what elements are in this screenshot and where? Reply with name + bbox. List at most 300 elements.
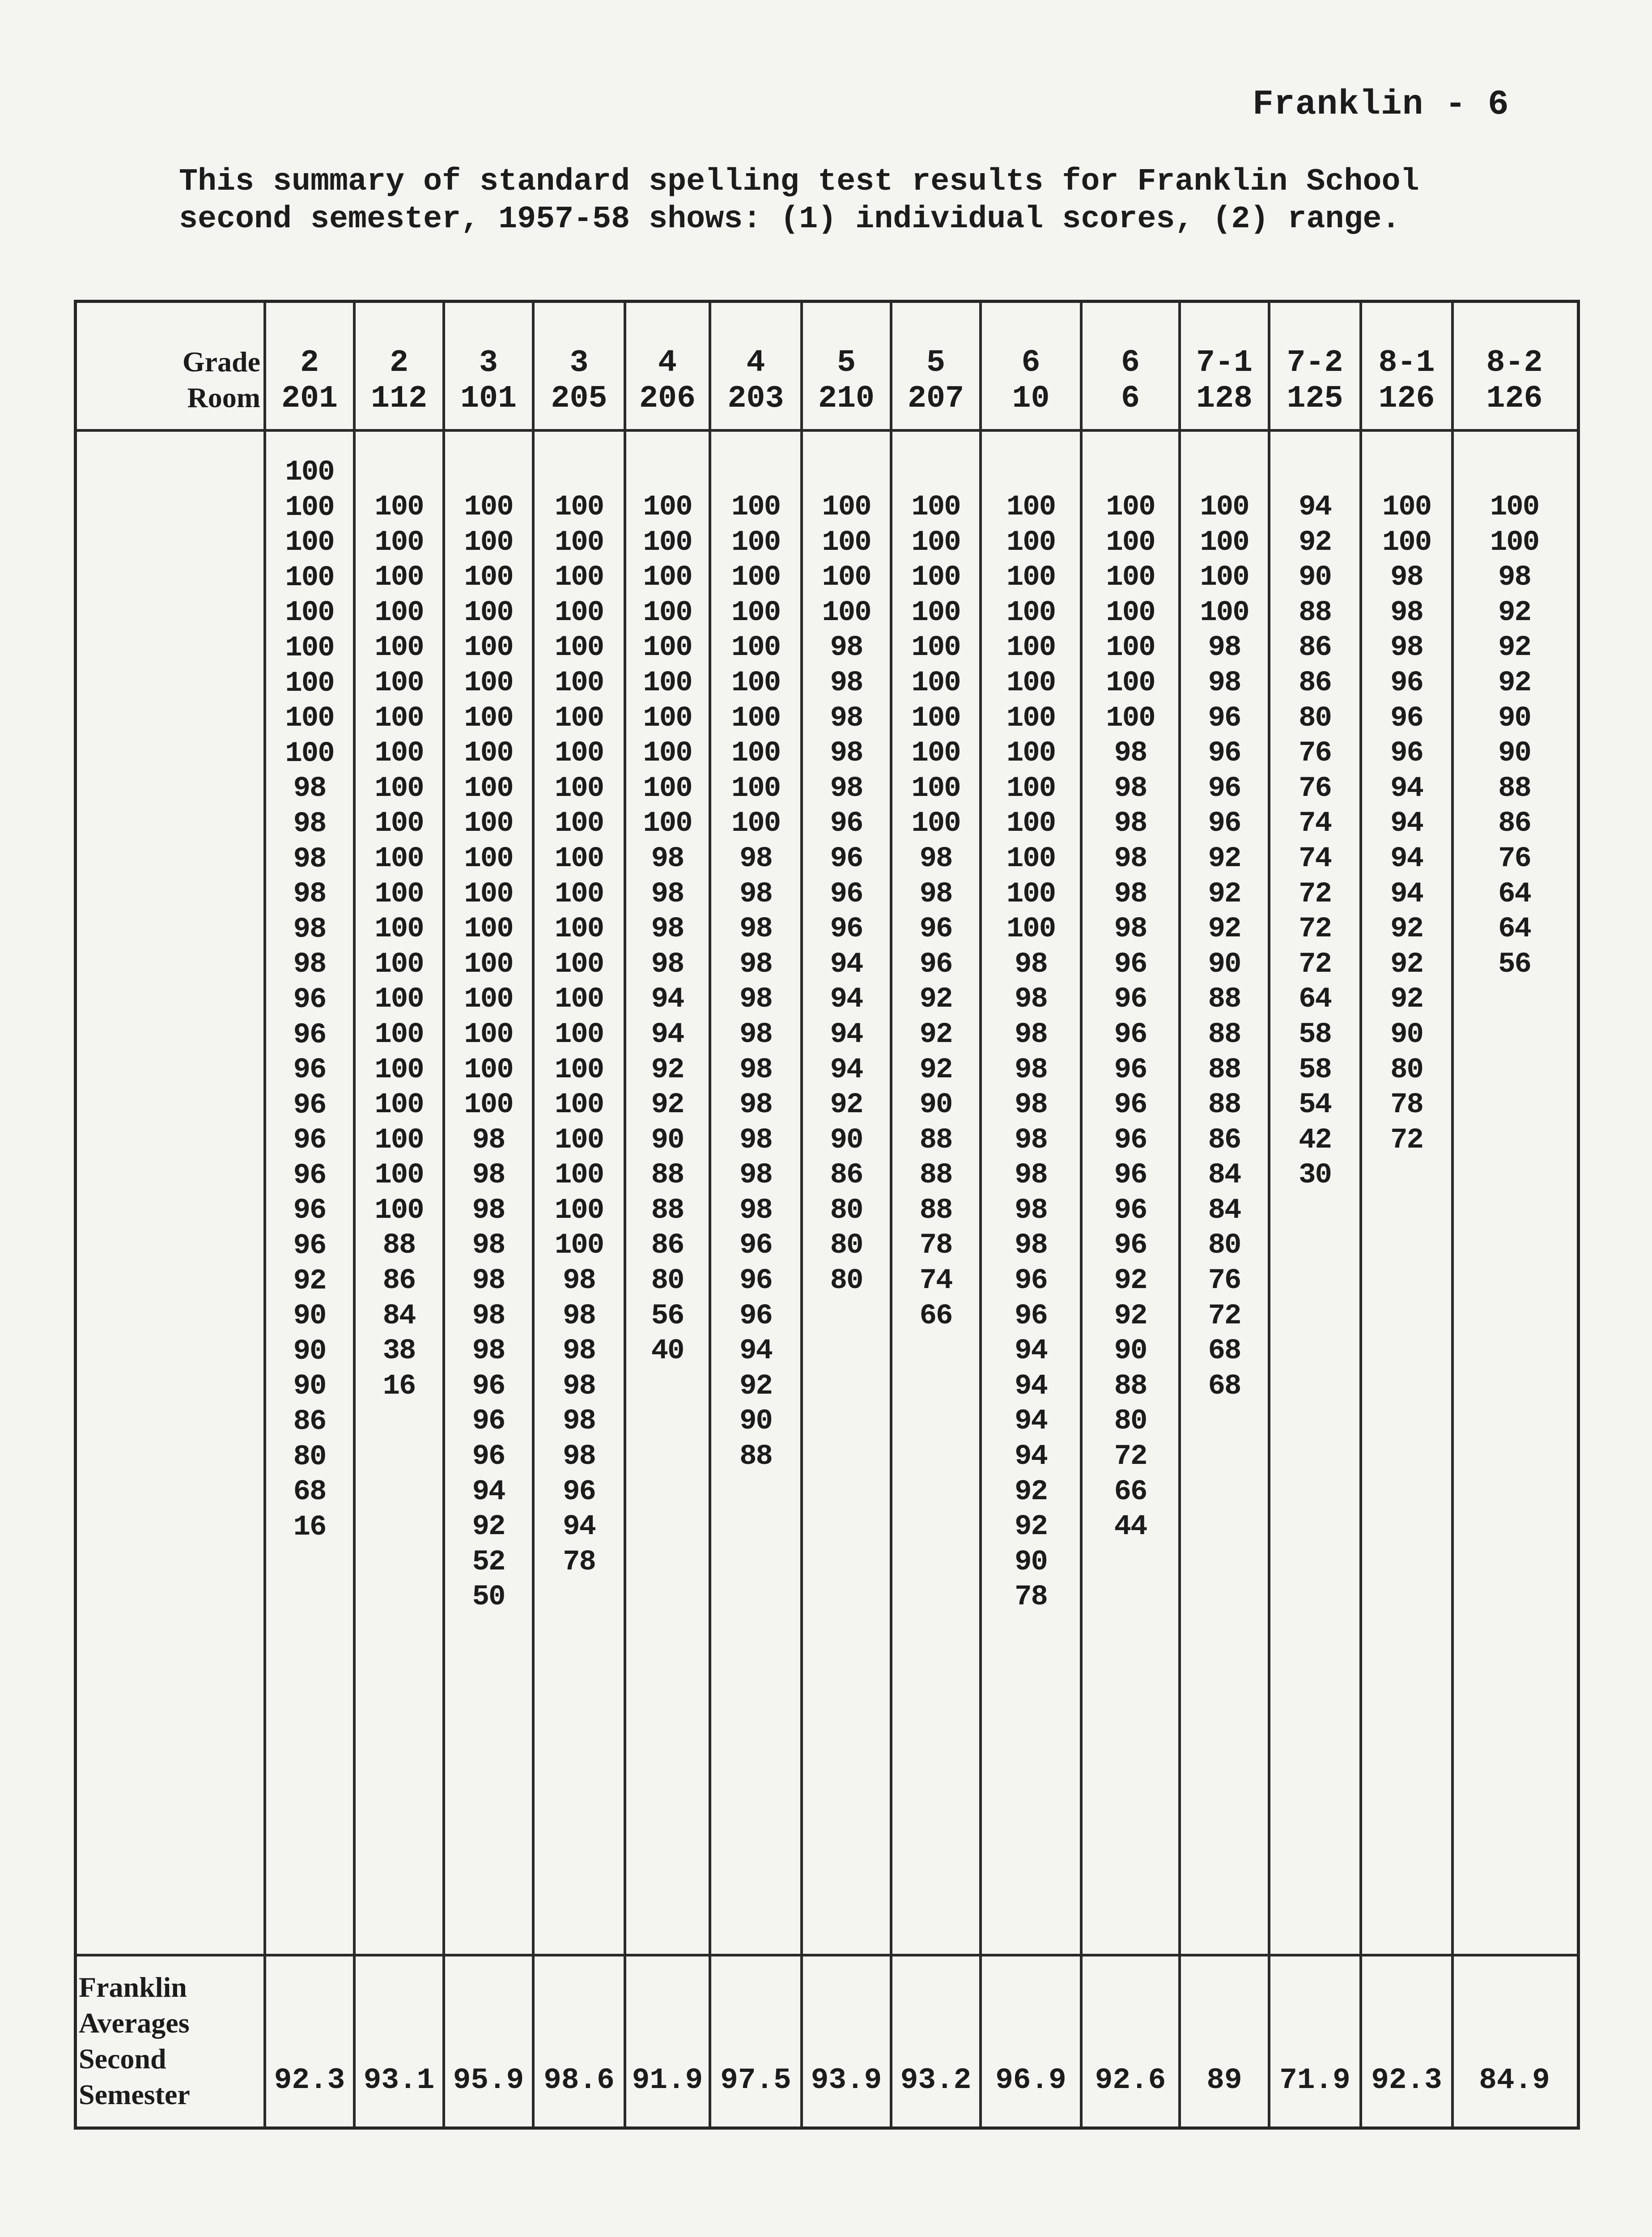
score-cell: 100 (285, 737, 334, 770)
score-cell: 94 (830, 948, 863, 981)
grade-value: 7-2 (1287, 345, 1343, 381)
score-cell: 100 (374, 526, 424, 559)
score-cell: 80 (293, 1441, 326, 1473)
score-cell: 98 (472, 1229, 505, 1262)
score-cell: 96 (1208, 702, 1241, 735)
score-cell: 100 (643, 667, 692, 699)
score-cell: 80 (1208, 1229, 1241, 1262)
score-cell: 90 (1114, 1335, 1147, 1368)
score-cell: 86 (1498, 808, 1531, 840)
score-cell: 88 (1208, 983, 1241, 1016)
score-column (1361, 490, 1452, 1158)
score-cell: 92 (1208, 842, 1241, 875)
score-cell: 100 (554, 1159, 604, 1192)
score-cell: 90 (830, 1124, 863, 1157)
room-value: 128 (1196, 381, 1253, 417)
score-cell: 90 (651, 1124, 684, 1157)
score-cell: 96 (830, 878, 863, 910)
score-cell: 98 (739, 1159, 772, 1192)
score-cell: 96 (919, 913, 952, 946)
score-cell: 98 (1114, 808, 1147, 840)
room-value: 126 (1486, 381, 1543, 417)
score-cell: 100 (1106, 526, 1155, 559)
score-cell: 96 (1114, 948, 1147, 981)
score-cell: 98 (1114, 842, 1147, 875)
score-cell: 98 (293, 808, 326, 840)
score-cell: 98 (1114, 737, 1147, 770)
score-cell: 100 (554, 842, 604, 875)
score-cell: 98 (1498, 561, 1531, 594)
score-cell: 100 (554, 1124, 604, 1157)
score-cell: 96 (1015, 1300, 1047, 1332)
score-cell: 100 (554, 878, 604, 910)
score-cell: 72 (1299, 948, 1331, 981)
score-cell: 100 (731, 702, 781, 735)
score-cell: 92 (472, 1511, 505, 1544)
score-cell: 94 (1015, 1370, 1047, 1403)
score-cell: 100 (285, 491, 334, 524)
score-cell: 98 (1015, 1054, 1047, 1086)
score-cell: 100 (1106, 491, 1155, 523)
score-cell: 94 (651, 983, 684, 1016)
score-cell: 100 (285, 561, 334, 594)
score-cell: 84 (1208, 1159, 1241, 1192)
score-cell: 100 (1106, 632, 1155, 664)
room-header-label: Room (187, 382, 260, 413)
score-cell: 100 (822, 596, 871, 629)
score-cell: 88 (1498, 772, 1531, 805)
score-cell: 100 (374, 737, 424, 770)
score-cell: 100 (374, 842, 424, 875)
score-cell: 98 (739, 983, 772, 1016)
score-cell: 100 (464, 1018, 513, 1051)
grade-header-label: Grade (182, 346, 260, 378)
score-cell: 100 (374, 702, 424, 735)
score-cell: 98 (919, 878, 952, 910)
score-cell: 76 (1299, 772, 1331, 805)
score-cell: 98 (739, 948, 772, 981)
score-cell: 100 (464, 526, 513, 559)
score-cell: 100 (1106, 702, 1155, 735)
score-cell: 96 (293, 1089, 326, 1122)
score-cell: 94 (651, 1018, 684, 1051)
score-cell: 96 (1114, 1159, 1147, 1192)
column-header (802, 345, 891, 417)
score-cell: 90 (1498, 702, 1531, 735)
score-column (444, 490, 533, 1615)
score-cell: 100 (822, 561, 871, 594)
score-cell: 90 (919, 1089, 952, 1122)
score-cell: 100 (464, 1054, 513, 1086)
score-cell: 100 (554, 737, 604, 770)
score-cell: 100 (464, 913, 513, 946)
score-cell: 88 (382, 1229, 416, 1262)
score-cell: 98 (830, 737, 863, 770)
intro-text (179, 163, 1521, 238)
score-cell: 78 (1390, 1089, 1423, 1122)
score-cell: 92 (1299, 526, 1331, 559)
score-cell: 98 (293, 913, 326, 946)
score-cell: 100 (1106, 667, 1155, 699)
score-cell: 80 (830, 1194, 863, 1227)
score-cell: 100 (464, 491, 513, 523)
score-cell: 78 (919, 1229, 952, 1262)
score-cell: 98 (293, 948, 326, 981)
score-cell: 98 (1390, 596, 1423, 629)
score-cell: 100 (464, 983, 513, 1016)
score-cell: 100 (731, 772, 781, 805)
score-cell: 80 (1114, 1405, 1147, 1438)
score-cell: 38 (382, 1335, 416, 1368)
grade-value: 5 (837, 345, 856, 381)
score-column (1269, 490, 1361, 1193)
score-cell: 88 (919, 1124, 952, 1157)
score-cell: 76 (1299, 737, 1331, 770)
score-cell: 88 (651, 1159, 684, 1192)
score-cell: 100 (554, 913, 604, 946)
score-cell: 100 (554, 1054, 604, 1086)
score-cell: 100 (554, 596, 604, 629)
score-cell: 94 (1015, 1441, 1047, 1473)
score-column (625, 490, 710, 1369)
score-cell: 98 (1015, 1194, 1047, 1227)
score-cell: 98 (1390, 561, 1423, 594)
score-cell: 98 (1114, 878, 1147, 910)
score-cell: 80 (1390, 1054, 1423, 1086)
score-cell: 92 (1498, 667, 1531, 699)
score-cell: 100 (554, 632, 604, 664)
score-cell: 94 (1390, 842, 1423, 875)
score-cell: 98 (293, 878, 326, 911)
score-cell: 98 (1015, 1124, 1047, 1157)
score-cell: 88 (739, 1441, 772, 1473)
score-cell: 100 (1006, 808, 1056, 840)
score-cell: 80 (1299, 702, 1331, 735)
score-cell: 96 (1114, 1194, 1147, 1227)
score-cell: 96 (472, 1370, 505, 1403)
score-cell: 96 (293, 983, 326, 1016)
score-cell: 96 (739, 1229, 772, 1262)
intro-line-2: second semester, 1957-58 shows: (1) individual scores, (2) range. (179, 202, 1401, 237)
score-cell: 100 (464, 808, 513, 840)
score-cell: 100 (731, 526, 781, 559)
score-cell: 98 (651, 948, 684, 981)
score-cell: 100 (554, 948, 604, 981)
score-cell: 100 (911, 772, 960, 805)
score-cell: 100 (1006, 913, 1056, 946)
score-cell: 86 (1299, 667, 1331, 699)
score-cell: 100 (731, 737, 781, 770)
score-cell: 96 (293, 1054, 326, 1087)
score-cell: 100 (643, 772, 692, 805)
score-cell: 74 (1299, 808, 1331, 840)
score-cell: 100 (911, 491, 960, 523)
score-cell: 94 (830, 1018, 863, 1051)
score-column (710, 490, 802, 1475)
score-cell: 100 (374, 1089, 424, 1122)
grade-value: 2 (300, 345, 319, 381)
score-cell: 100 (464, 561, 513, 594)
grade-value: 2 (389, 345, 408, 381)
score-cell: 100 (643, 596, 692, 629)
score-cell: 100 (643, 737, 692, 770)
score-column (265, 455, 354, 1545)
column-header (533, 345, 625, 417)
score-cell: 100 (554, 1194, 604, 1227)
score-cell: 88 (651, 1194, 684, 1227)
score-cell: 90 (1498, 737, 1531, 770)
score-column (1452, 490, 1576, 982)
score-cell: 96 (293, 1019, 326, 1051)
score-cell: 92 (1498, 632, 1531, 664)
score-cell: 92 (651, 1089, 684, 1122)
score-cell: 98 (1015, 948, 1047, 981)
score-cell: 96 (830, 808, 863, 840)
score-cell: 98 (651, 878, 684, 910)
average-value: 89 (1206, 2063, 1242, 2097)
header-divider (77, 429, 1577, 432)
average-value: 92.6 (1095, 2063, 1166, 2097)
column-header (710, 345, 802, 417)
score-cell: 100 (374, 878, 424, 910)
score-column (1081, 490, 1180, 1545)
score-cell: 96 (293, 1124, 326, 1157)
score-cell: 100 (731, 667, 781, 699)
score-cell: 100 (374, 1018, 424, 1051)
score-cell: 100 (1006, 772, 1056, 805)
score-cell: 56 (651, 1300, 684, 1332)
score-cell: 90 (1015, 1546, 1047, 1578)
room-value: 101 (460, 381, 517, 417)
room-value: 206 (639, 381, 696, 417)
score-cell: 100 (554, 772, 604, 805)
score-cell: 94 (739, 1335, 772, 1368)
score-cell: 100 (464, 596, 513, 629)
score-cell: 100 (374, 913, 424, 946)
score-cell: 100 (464, 878, 513, 910)
score-cell: 98 (1015, 983, 1047, 1016)
score-cell: 100 (1490, 491, 1539, 523)
score-cell: 80 (651, 1265, 684, 1297)
score-cell: 100 (374, 667, 424, 699)
score-cell: 100 (1006, 842, 1056, 875)
score-cell: 100 (731, 491, 781, 523)
score-cell: 96 (739, 1300, 772, 1332)
score-cell: 96 (1208, 737, 1241, 770)
score-cell: 98 (1114, 772, 1147, 805)
score-cell: 100 (464, 667, 513, 699)
averages-divider (77, 1954, 1577, 1956)
score-cell: 96 (472, 1441, 505, 1473)
score-cell: 100 (1006, 632, 1056, 664)
score-cell: 100 (285, 667, 334, 700)
score-cell: 94 (1015, 1405, 1047, 1438)
grade-value: 3 (569, 345, 589, 381)
score-cell: 100 (911, 702, 960, 735)
score-cell: 94 (1299, 491, 1331, 523)
score-cell: 90 (739, 1405, 772, 1438)
score-cell: 100 (554, 702, 604, 735)
score-cell: 58 (1299, 1054, 1331, 1086)
score-cell: 100 (285, 527, 334, 559)
score-cell: 98 (739, 1054, 772, 1086)
score-cell: 100 (643, 808, 692, 840)
score-cell: 100 (285, 597, 334, 629)
score-cell: 98 (739, 913, 772, 946)
grade-value: 5 (926, 345, 945, 381)
score-column (354, 490, 444, 1404)
score-cell: 96 (1114, 1124, 1147, 1157)
score-cell: 100 (1006, 526, 1056, 559)
column-header (1081, 345, 1180, 417)
score-cell: 80 (830, 1229, 863, 1262)
column-header (354, 345, 444, 417)
score-cell: 92 (651, 1054, 684, 1086)
score-cell: 92 (293, 1265, 326, 1297)
score-cell: 88 (1299, 596, 1331, 629)
score-cell: 96 (293, 1159, 326, 1192)
column-header (1180, 345, 1269, 417)
score-cell: 94 (830, 1054, 863, 1086)
score-cell: 92 (1114, 1300, 1147, 1332)
average-value: 91.9 (632, 2063, 703, 2097)
score-cell: 96 (1390, 737, 1423, 770)
score-cell: 94 (563, 1511, 595, 1544)
score-cell: 92 (1015, 1476, 1047, 1508)
score-cell: 100 (1006, 667, 1056, 699)
score-cell: 98 (472, 1335, 505, 1368)
score-cell: 100 (374, 1159, 424, 1192)
score-cell: 92 (1390, 948, 1423, 981)
score-column (981, 490, 1081, 1615)
score-cell: 94 (1390, 878, 1423, 910)
score-cell: 96 (1114, 1054, 1147, 1086)
average-value: 93.2 (900, 2063, 972, 2097)
score-cell: 92 (919, 1054, 952, 1086)
score-cell: 64 (1498, 913, 1531, 946)
score-cell: 100 (1006, 737, 1056, 770)
score-cell: 100 (374, 983, 424, 1016)
score-cell: 98 (472, 1194, 505, 1227)
score-cell: 100 (1106, 596, 1155, 629)
score-cell: 100 (554, 1089, 604, 1122)
score-cell: 80 (830, 1265, 863, 1297)
column-header (1361, 345, 1452, 417)
average-value: 98.6 (544, 2063, 615, 2097)
score-cell: 98 (563, 1370, 595, 1403)
score-cell: 96 (1114, 1089, 1147, 1122)
score-cell: 84 (1208, 1194, 1241, 1227)
score-cell: 100 (911, 632, 960, 664)
score-cell: 74 (919, 1265, 952, 1297)
column-header (444, 345, 533, 417)
score-cell: 96 (1208, 808, 1241, 840)
score-cell: 100 (643, 561, 692, 594)
average-value: 97.5 (720, 2063, 791, 2097)
score-cell: 100 (1382, 526, 1431, 559)
score-cell: 100 (731, 596, 781, 629)
score-table (74, 300, 1580, 2130)
room-value: 203 (727, 381, 784, 417)
score-cell: 54 (1299, 1089, 1331, 1122)
score-cell: 42 (1299, 1124, 1331, 1157)
average-value: 96.9 (995, 2063, 1066, 2097)
average-value: 95.9 (453, 2063, 524, 2097)
score-cell: 100 (554, 808, 604, 840)
grade-value: 3 (479, 345, 498, 381)
score-cell: 44 (1114, 1511, 1147, 1544)
score-cell: 98 (830, 772, 863, 805)
page-label: Franklin - 6 (1253, 85, 1509, 124)
score-cell: 100 (822, 491, 871, 523)
score-cell: 98 (1015, 1229, 1047, 1262)
column-header (1269, 345, 1361, 417)
score-cell: 100 (554, 561, 604, 594)
score-cell: 86 (651, 1229, 684, 1262)
score-cell: 100 (1200, 561, 1249, 594)
score-cell: 92 (1208, 913, 1241, 946)
score-cell: 100 (1006, 878, 1056, 910)
score-cell: 100 (554, 1229, 604, 1262)
score-cell: 98 (739, 1089, 772, 1122)
score-cell: 100 (554, 667, 604, 699)
score-cell: 92 (1390, 983, 1423, 1016)
score-cell: 96 (1390, 702, 1423, 735)
room-value: 205 (551, 381, 607, 417)
score-cell: 100 (731, 561, 781, 594)
score-cell: 96 (1114, 1018, 1147, 1051)
column-header (265, 345, 354, 417)
score-cell: 94 (1390, 808, 1423, 840)
score-cell: 98 (1390, 632, 1423, 664)
score-cell: 16 (293, 1511, 326, 1544)
room-value: 210 (818, 381, 875, 417)
score-cell: 100 (464, 737, 513, 770)
score-cell: 96 (739, 1265, 772, 1297)
score-cell: 98 (1114, 913, 1147, 946)
score-cell: 96 (472, 1405, 505, 1438)
score-cell: 100 (1006, 561, 1056, 594)
score-cell: 100 (464, 1089, 513, 1122)
score-cell: 98 (651, 842, 684, 875)
score-cell: 100 (1106, 561, 1155, 594)
score-cell: 90 (293, 1335, 326, 1368)
score-cell: 96 (563, 1476, 595, 1508)
score-cell: 100 (1200, 596, 1249, 629)
score-cell: 98 (739, 1018, 772, 1051)
score-cell: 78 (563, 1546, 595, 1578)
score-cell: 88 (919, 1194, 952, 1227)
score-cell: 72 (1390, 1124, 1423, 1157)
score-cell: 64 (1299, 983, 1331, 1016)
score-cell: 94 (830, 983, 863, 1016)
score-cell: 68 (1208, 1370, 1241, 1403)
score-cell: 86 (1299, 632, 1331, 664)
room-value: 10 (1012, 381, 1050, 417)
score-column (1180, 490, 1269, 1404)
score-cell: 98 (563, 1300, 595, 1332)
grade-value: 6 (1121, 345, 1140, 381)
room-value: 112 (370, 381, 428, 417)
score-cell: 40 (651, 1335, 684, 1368)
score-cell: 64 (1498, 878, 1531, 910)
score-cell: 88 (1208, 1018, 1241, 1051)
grade-value: 6 (1021, 345, 1040, 381)
score-cell: 74 (1299, 842, 1331, 875)
score-cell: 100 (374, 1054, 424, 1086)
score-cell: 100 (1006, 596, 1056, 629)
score-cell: 72 (1208, 1300, 1241, 1332)
